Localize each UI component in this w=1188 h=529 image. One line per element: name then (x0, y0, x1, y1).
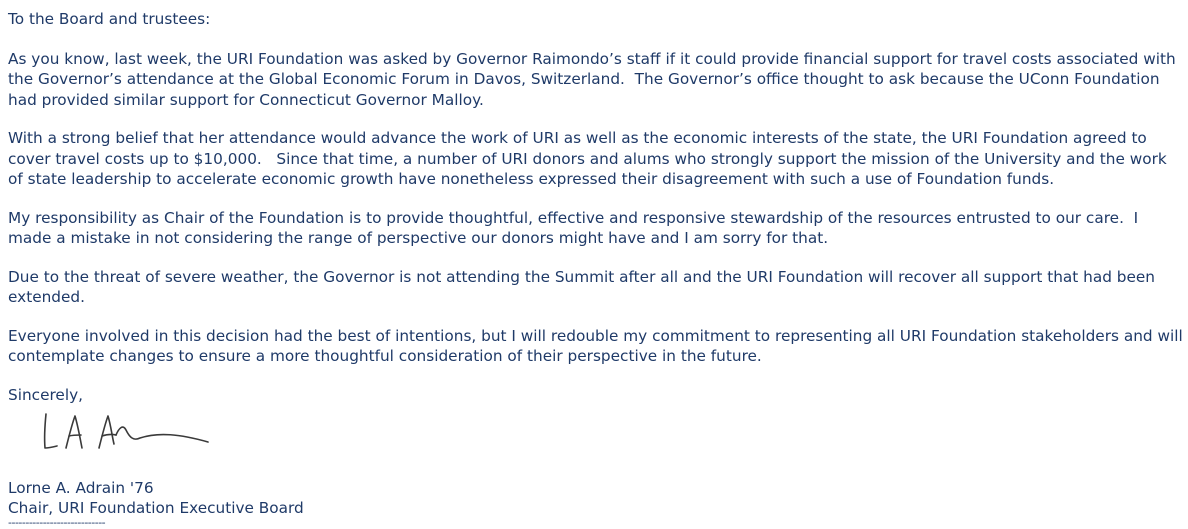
paragraph-4: Due to the threat of severe weather, the Governor is not attending the Summit after all and the URI Foundation will recover all support that had been extended. (8, 267, 1160, 306)
signature-block (8, 478, 304, 518)
paragraph-2: With a strong belief that her attendance would advance the work of URI as well as the economic interests of the state, the URI Foundation agreed to cover travel costs up to $10,000. Since that time, a number of URI donors and alums who strongly support the mission of the University and the work of state leadership to accelerate economic growth have nonetheless expressed their disagreement with such a use of Foundation funds. (8, 129, 1172, 188)
letter-body (8, 9, 1188, 405)
handwritten-signature (40, 408, 220, 458)
salutation: To the Board and trustees: (8, 10, 211, 28)
paragraph-3: My responsibility as Chair of the Foundation is to provide thoughtful, effective and responsive stewardship of the resources entrusted to our care. I made a mistake in not considering the range of perspective our donors might have and I am sorry for that. (8, 208, 1144, 247)
signer-name: Lorne A. Adrain '76 (8, 479, 154, 497)
closing: Sincerely, (8, 385, 84, 404)
paragraph-1: As you know, last week, the URI Foundation was asked by Governor Raimondo’s staff if it could provide financial support for travel costs associated with the Governor’s attendance at the Global Economic Forum in Davos, Switzerland. The Governor’s office thought to ask because the UConn Foundation had provided similar support for Connecticut Governor Malloy. (8, 49, 1181, 109)
signer-title: Chair, URI Foundation Executive Board (8, 499, 304, 517)
dashed-divider: ---------------------------- (8, 516, 106, 529)
paragraph-5: Everyone involved in this decision had the best of intentions, but I will redouble my commitment to representing all URI Foundation stakeholders and will contemplate changes to ensure a more thoughtful consideration of their perspective in the future. (8, 326, 1188, 365)
